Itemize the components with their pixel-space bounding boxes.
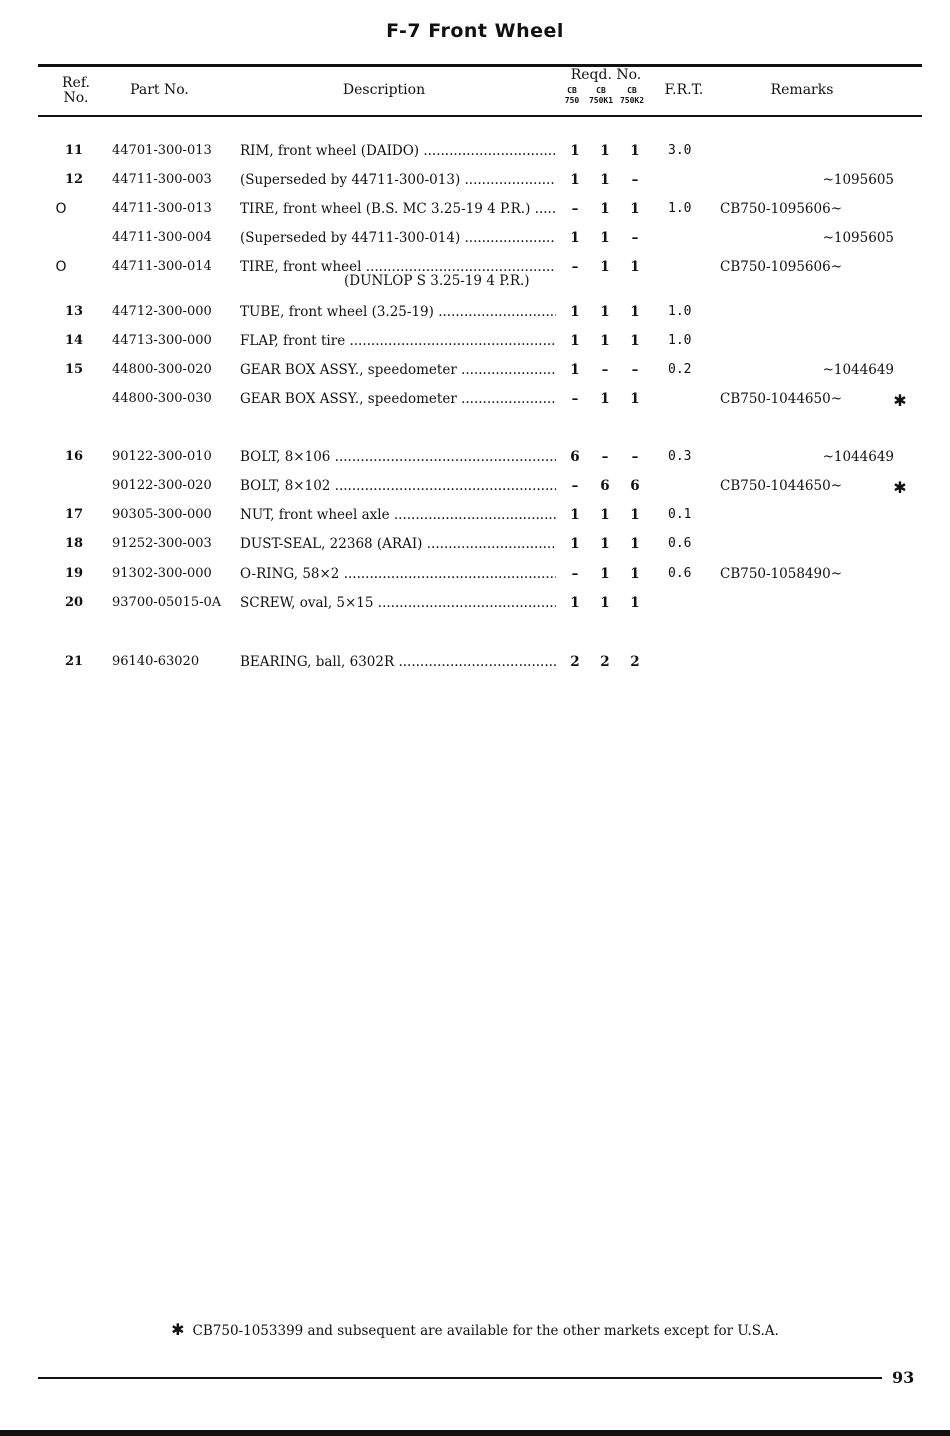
qty-cb750: 6 <box>570 449 580 465</box>
qty-cb750: – <box>571 391 579 407</box>
description: (Superseded by 44711-300-014) ..... <box>240 230 556 246</box>
part-no: 44711-300-003 <box>112 172 212 187</box>
remarks: ~1044649 <box>822 362 894 378</box>
header-part-no: Part No. <box>130 82 189 98</box>
footnote <box>0 1320 950 1339</box>
page-number: 93 <box>892 1368 915 1387</box>
qty-cb750k1: 1 <box>600 230 610 246</box>
header-frt: F.R.T. <box>664 82 704 98</box>
table-row <box>0 478 950 500</box>
qty-cb750k2: 1 <box>630 536 640 552</box>
header-ref-no: Ref. No. <box>62 75 90 106</box>
ref-no: 20 <box>64 595 84 610</box>
part-no: 96140-63020 <box>112 654 200 669</box>
ref-no: 11 <box>64 143 84 158</box>
description: TIRE, front wheel ..... <box>240 259 556 275</box>
header-reqd-no: Reqd. No. <box>570 67 642 83</box>
description: BOLT, 8×106 ..... <box>240 449 556 465</box>
part-no: 44711-300-014 <box>112 259 212 274</box>
ref-no: 12 <box>64 172 84 187</box>
part-no: 44711-300-013 <box>112 201 212 216</box>
qty-cb750: 1 <box>570 304 580 320</box>
qty-cb750k1: 1 <box>600 259 610 275</box>
qty-cb750k2: 1 <box>630 333 640 349</box>
qty-cb750k2: 1 <box>630 595 640 611</box>
qty-cb750k2: – <box>631 362 639 378</box>
footer-rule <box>38 1377 882 1379</box>
qty-cb750k1: 1 <box>600 172 610 188</box>
description: TUBE, front wheel (3.25-19) ..... <box>240 304 556 320</box>
table-row <box>0 230 950 252</box>
qty-cb750k2: 1 <box>630 304 640 320</box>
table-row <box>0 201 950 223</box>
qty-cb750k1: – <box>601 449 609 465</box>
description: BEARING, ball, 6302R ..... <box>240 654 556 670</box>
remarks: CB750-1095606~ <box>720 201 843 217</box>
description-subline: (DUNLOP S 3.25-19 4 P.R.) <box>344 273 530 289</box>
qty-cb750k2: 1 <box>630 566 640 582</box>
part-no: 90122-300-010 <box>112 449 212 464</box>
qty-cb750: 1 <box>570 172 580 188</box>
qty-cb750: 1 <box>570 143 580 159</box>
qty-cb750k1: 1 <box>600 333 610 349</box>
asterisk-icon: ✱ <box>171 1320 185 1339</box>
frt-value: 0.6 <box>668 566 692 581</box>
qty-cb750k2: 1 <box>630 259 640 275</box>
qty-cb750k2: 1 <box>630 143 640 159</box>
frt-value: 0.3 <box>668 449 692 464</box>
frt-value: 1.0 <box>668 201 692 216</box>
table-row <box>0 391 950 413</box>
ref-no: 16 <box>64 449 84 464</box>
remarks: CB750-1058490~ <box>720 566 843 582</box>
header-remarks: Remarks <box>770 82 834 98</box>
table-row <box>0 449 950 471</box>
frt-value: 3.0 <box>668 143 692 158</box>
qty-cb750: – <box>571 566 579 582</box>
part-no: 90305-300-000 <box>112 507 212 522</box>
ref-no: 13 <box>64 304 84 319</box>
part-no: 90122-300-020 <box>112 478 212 493</box>
description: SCREW, oval, 5×15 ..... <box>240 595 556 611</box>
description: GEAR BOX ASSY., speedometer ..... <box>240 362 556 378</box>
frt-value: 0.6 <box>668 536 692 551</box>
qty-cb750k2: – <box>631 172 639 188</box>
qty-cb750: 1 <box>570 536 580 552</box>
frt-value: 1.0 <box>668 333 692 348</box>
description: DUST-SEAL, 22368 (ARAI) ..... <box>240 536 556 552</box>
table-row <box>0 536 950 558</box>
qty-cb750: – <box>571 259 579 275</box>
description: (Superseded by 44711-300-013) ..... <box>240 172 556 188</box>
qty-cb750k2: 1 <box>630 391 640 407</box>
header-model-3: CB 750K2 <box>619 86 645 105</box>
qty-cb750: 1 <box>570 595 580 611</box>
qty-cb750k2: 1 <box>630 201 640 217</box>
qty-cb750k1: 1 <box>600 595 610 611</box>
table-row <box>0 333 950 355</box>
asterisk-icon: ✱ <box>893 391 907 410</box>
qty-cb750: – <box>571 201 579 217</box>
qty-cb750: 1 <box>570 362 580 378</box>
table-row <box>0 143 950 165</box>
remarks: CB750-1044650~ <box>720 478 843 494</box>
part-no: 44701-300-013 <box>112 143 212 158</box>
description: O-RING, 58×2 ..... <box>240 566 556 582</box>
description: NUT, front wheel axle ..... <box>240 507 556 523</box>
description: RIM, front wheel (DAIDO) ..... <box>240 143 556 159</box>
qty-cb750k1: – <box>601 362 609 378</box>
description: BOLT, 8×102 ..... <box>240 478 556 494</box>
header-top-rule <box>38 64 922 67</box>
description: TIRE, front wheel (B.S. MC 3.25-19 4 P.R.) ..... <box>240 201 556 217</box>
part-no: 44800-300-030 <box>112 391 212 406</box>
table-row <box>0 566 950 588</box>
qty-cb750k1: 1 <box>600 201 610 217</box>
qty-cb750k2: – <box>631 449 639 465</box>
header-bottom-rule <box>38 115 922 117</box>
part-no: 93700-05015-0A <box>112 595 222 610</box>
header-model-1: CB 750 <box>564 86 580 105</box>
part-no: 91302-300-000 <box>112 566 212 581</box>
qty-cb750k2: 2 <box>630 654 640 670</box>
description: FLAP, front tire ..... <box>240 333 556 349</box>
ref-no: 17 <box>64 507 84 522</box>
remarks: ~1044649 <box>822 449 894 465</box>
remarks: ~1095605 <box>822 172 894 188</box>
page-title: F-7 Front Wheel <box>386 20 564 42</box>
table-row <box>0 654 950 676</box>
table-row <box>0 172 950 194</box>
ref-no: 18 <box>64 536 84 551</box>
footnote-text: CB750-1053399 and subsequent are available for the other markets except for U.S.A. <box>192 1323 779 1339</box>
ref-no: 21 <box>64 654 84 669</box>
remarks: ~1095605 <box>822 230 894 246</box>
qty-cb750k1: 1 <box>600 391 610 407</box>
table-row <box>0 259 950 289</box>
qty-cb750k1: 1 <box>600 566 610 582</box>
remarks: CB750-1095606~ <box>720 259 843 275</box>
part-no: 91252-300-003 <box>112 536 212 551</box>
qty-cb750k1: 1 <box>600 536 610 552</box>
part-no: 44800-300-020 <box>112 362 212 377</box>
frt-value: 0.2 <box>668 362 692 377</box>
circle-mark-icon: O <box>55 201 67 217</box>
qty-cb750: 2 <box>570 654 580 670</box>
qty-cb750k2: – <box>631 230 639 246</box>
part-no: 44712-300-000 <box>112 304 212 319</box>
asterisk-icon: ✱ <box>893 478 907 497</box>
frt-value: 1.0 <box>668 304 692 319</box>
qty-cb750: 1 <box>570 230 580 246</box>
part-no: 44713-300-000 <box>112 333 212 348</box>
description: GEAR BOX ASSY., speedometer ..... <box>240 391 556 407</box>
remarks: CB750-1044650~ <box>720 391 843 407</box>
part-no: 44711-300-004 <box>112 230 212 245</box>
qty-cb750k2: 1 <box>630 507 640 523</box>
table-row <box>0 507 950 529</box>
scan-edge <box>0 1430 950 1436</box>
qty-cb750k1: 1 <box>600 143 610 159</box>
table-row <box>0 362 950 384</box>
ref-no: 15 <box>64 362 84 377</box>
qty-cb750k1: 2 <box>600 654 610 670</box>
qty-cb750k1: 1 <box>600 304 610 320</box>
qty-cb750: – <box>571 478 579 494</box>
frt-value: 0.1 <box>668 507 692 522</box>
qty-cb750k1: 6 <box>600 478 610 494</box>
table-row <box>0 304 950 326</box>
ref-no: 14 <box>64 333 84 348</box>
header-model-2: CB 750K1 <box>588 86 614 105</box>
qty-cb750k2: 6 <box>630 478 640 494</box>
header-description: Description <box>342 82 426 98</box>
circle-mark-icon: O <box>55 259 67 275</box>
qty-cb750: 1 <box>570 507 580 523</box>
ref-no: 19 <box>64 566 84 581</box>
table-row <box>0 595 950 617</box>
qty-cb750: 1 <box>570 333 580 349</box>
qty-cb750k1: 1 <box>600 507 610 523</box>
